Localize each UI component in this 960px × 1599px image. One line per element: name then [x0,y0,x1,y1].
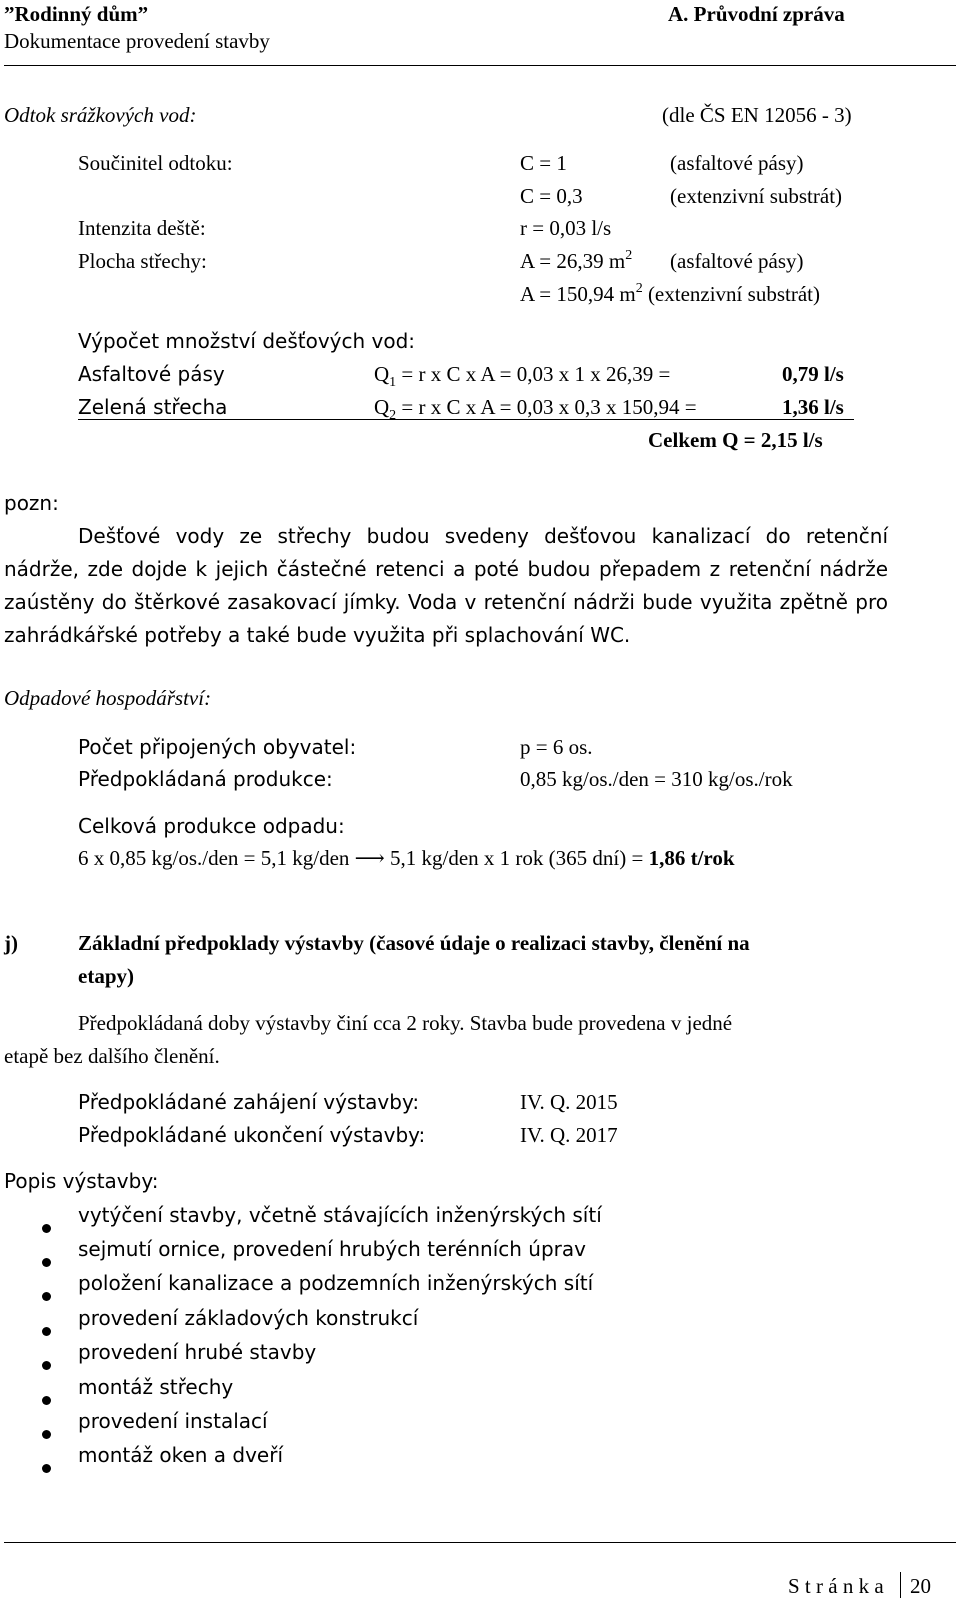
start-value: IV. Q. 2015 [520,1090,618,1114]
residents-label: Počet připojených obyvatel: [78,735,357,759]
section-j-title-line2: etapy) [78,964,134,988]
list-item: montáž střechy [78,1375,234,1399]
calc-title: Výpočet množství dešťových vod: [78,329,416,353]
calc-row1-result: 0,79 l/s [782,362,844,386]
list-item: provedení hrubé stavby [78,1340,317,1364]
bullet-icon [42,1292,51,1301]
list-item: provedení instalací [78,1409,268,1433]
footer-rule [4,1542,956,1543]
header-rule [4,65,956,66]
list-item: provedení základových konstrukcí [78,1306,419,1330]
note-label: pozn: [4,491,59,515]
area-1-note: (asfaltové pásy) [670,249,804,273]
area-1: A = 26,39 $m^2$ [520,248,633,273]
residents-value: p = 6 os. [520,735,593,759]
header-section: A. Průvodní zpráva [668,2,845,26]
coef-1-note: (asfaltové pásy) [670,151,804,175]
area-2: A = 150,94 $m^2$ (extenzivní substrát) [520,281,820,306]
calc-total: Celkem Q = 2,15 l/s [648,428,823,452]
waste-title: Odpadové hospodářství: [4,686,212,710]
coef-label: Součinitel odtoku: [78,151,233,175]
bullet-icon [42,1396,51,1405]
section-j-title-line1: Základní předpoklady výstavby (časové údaje o realizaci stavby, členění na [78,931,750,955]
rain-value: r = 0,03 l/s [520,216,612,240]
calc-row2-formula: $Q_2 = r$ x C x A = 0,03 x 0,3 x 150,94 = [374,395,697,423]
bullet-icon [42,1258,51,1267]
waste-total-calc: 6 x 0,85 kg/os./den = 5,1 kg/den ⟶ 5,1 kg/den x 1 rok (365 dní) = 1,86 t/rok [78,846,735,870]
list-item: sejmutí ornice, provedení hrubých terénních úprav [78,1237,586,1261]
bullet-icon [42,1430,51,1439]
end-label: Předpokládané ukončení výstavby: [78,1123,426,1147]
header-project: ”Rodinný dům” [4,2,149,26]
calc-row2-label: Zelená střecha [78,395,228,419]
note-text: Dešťové vody ze střechy budou svedeny dešťovou kanalizací do retenční nádrže, zde dojde k jejich částečné retenci a poté budou přepadem z retenční nádrže zaústěny do štěrkové zasakovací jímky. Voda v retenční nádrži bude využita zpětně pro zahrádkářské potřeby a také bude využita při splachování WC. [4,524,888,647]
header-doc-type: Dokumentace provedení stavby [4,29,270,53]
waste-total-label: Celková produkce odpadu: [78,814,345,838]
footer-page-number: 20 [910,1574,931,1598]
stormwater-title: Odtok srážkových vod: [4,103,197,127]
bullet-icon [42,1224,51,1233]
area-label: Plocha střechy: [78,249,207,273]
calc-row1-formula: $Q_1 = r$ x C x A = 0,03 x 1 x 26,39 = [374,362,671,390]
start-label: Předpokládané zahájení výstavby: [78,1090,420,1114]
calc-row2-result: 1,36 l/s [782,395,844,419]
section-j-letter: j) [4,931,18,955]
waste-total-result: 1,86 t/rok [648,846,735,870]
section-j-text-line2: etapě bez dalšího členění. [4,1044,220,1068]
bullet-icon [42,1361,51,1370]
footer-page-label: S t r á n k a [788,1574,884,1598]
bullet-icon [42,1327,51,1336]
footer-separator [900,1572,901,1598]
coef-2-note: (extenzivní substrát) [670,184,843,208]
stormwater-standard: (dle ČS EN 12056 - 3) [662,103,852,127]
rain-label: Intenzita deště: [78,216,206,240]
end-value: IV. Q. 2017 [520,1123,618,1147]
production-label: Předpokládaná produkce: [78,767,333,791]
description-title: Popis výstavby: [4,1169,159,1193]
list-item: montáž oken a dveří [78,1443,284,1467]
production-value: 0,85 kg/os./den = 310 kg/os./rok [520,767,793,791]
list-item: položení kanalizace a podzemních inženýrských sítí [78,1271,594,1295]
list-item: vytýčení stavby, včetně stávajících inženýrských sítí [78,1203,602,1227]
section-j-text-line1: Předpokládaná doby výstavby činí cca 2 roky. Stavba bude provedena v jedné [78,1011,733,1035]
coef-2: C = 0,3 [520,184,583,208]
bullet-icon [42,1464,51,1473]
coef-1: C = 1 [520,151,567,175]
calc-row1-label: Asfaltové pásy [78,362,225,386]
